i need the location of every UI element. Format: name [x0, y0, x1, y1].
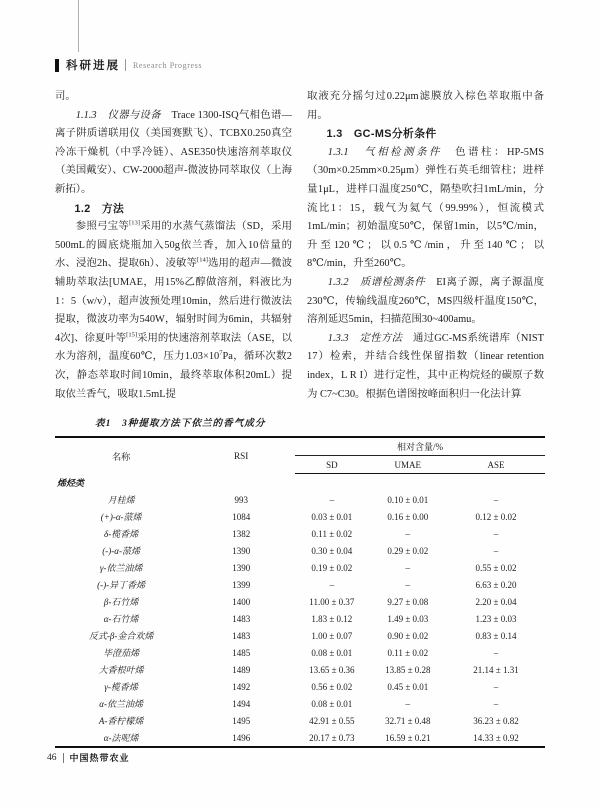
- cell-name: 月桂烯: [107, 495, 135, 505]
- cell-name: 毕澄茄烯: [103, 648, 140, 658]
- table-row: [55, 661, 545, 678]
- paragraph-qualitative: 1.3.3 定性方法 通过GC-MS系统谱库（NIST 17）检索，并结合线性保留指数（linear retention index，L R I）进行定性，其中正构烷烃的碳原子数为 C7~C30。根据色谱图按峰面积归一化法计算: [307, 332, 544, 400]
- paragraph-instruments: 1.1.3 仪器与设备 Trace 1300-ISQ气相色谱—离子阱质谱联用仪（美国赛默飞）、TCBX0.250真空冷冻干燥机（中孚冷链）、ASE350快速溶剂萃取仪（美国戴安）、CW-2000超声-微波协同萃取仪（上海新拓）。: [55, 109, 292, 195]
- cell-ase: –: [493, 698, 499, 709]
- table-row: [55, 559, 545, 576]
- col-header-rsi: RSI: [234, 450, 249, 461]
- cell-sd: 0.11 ± 0.02: [311, 528, 353, 539]
- cell-ase: 36.23 ± 0.82: [473, 715, 519, 726]
- body-text: [55, 88, 545, 413]
- cell-umae: –: [405, 528, 411, 539]
- table-row: [55, 491, 545, 508]
- cell-name: A-香柠檬烯: [98, 716, 144, 726]
- journal-name: 中国热带农业: [69, 753, 130, 763]
- cell-ase: 2.20 ± 0.04: [475, 596, 517, 607]
- cell-umae: 0.90 ± 0.02: [387, 630, 429, 641]
- top-margin-rule: [78, 0, 79, 52]
- cell-rsi: 993: [234, 494, 248, 505]
- cell-ase: 14.33 ± 0.92: [473, 732, 519, 743]
- heading-methods: 1.2 方法: [74, 202, 125, 215]
- cell-umae: 13.85 ± 0.28: [385, 664, 431, 675]
- col-header-ase: ASE: [447, 456, 545, 474]
- cell-sd: 0.19 ± 0.02: [311, 562, 353, 573]
- cell-name: α-石竹烯: [103, 614, 139, 624]
- cell-umae: 0.11 ± 0.02: [387, 647, 429, 658]
- cell-rsi: 1390: [232, 545, 251, 556]
- cell-ase: –: [493, 681, 499, 692]
- cell-umae: 0.16 ± 0.00: [387, 511, 429, 522]
- cell-rsi: 1495: [232, 715, 251, 726]
- col-header-sd: SD: [295, 456, 369, 474]
- cell-rsi: 1382: [232, 528, 251, 539]
- cell-sd: 0.08 ± 0.01: [311, 647, 353, 658]
- cell-ase: 0.12 ± 0.02: [475, 511, 517, 522]
- section-label-en: Research Progress: [133, 60, 203, 70]
- cell-sd: 0.30 ± 0.04: [311, 545, 353, 556]
- table-row: [55, 542, 545, 559]
- cell-umae: –: [405, 698, 411, 709]
- cell-sd: 13.65 ± 0.36: [309, 664, 355, 675]
- cell-sd: –: [329, 494, 335, 505]
- cell-name: γ-榄香烯: [104, 682, 138, 692]
- col-header-name: 名称: [111, 451, 131, 462]
- cell-name: (-)-异丁香烯: [97, 580, 146, 590]
- cell-rsi: 1494: [232, 698, 251, 709]
- col-header-umae: UMAE: [369, 456, 447, 474]
- right-column: [307, 88, 544, 413]
- header-divider: [125, 59, 126, 71]
- cell-rsi: 1400: [232, 596, 251, 607]
- cell-sd: 1.83 ± 0.12: [311, 613, 353, 624]
- cell-sd: 42.91 ± 0.55: [309, 715, 355, 726]
- heading-gcms: 1.3 GC-MS分析条件: [326, 128, 437, 141]
- cell-ase: 6.63 ± 0.20: [475, 579, 517, 590]
- cell-ase: –: [493, 647, 499, 658]
- cell-name: 反式-β-金合欢烯: [88, 631, 154, 641]
- cell-sd: 20.17 ± 0.73: [309, 732, 355, 743]
- col-header-relative-content: 相对含量/%: [295, 437, 545, 456]
- cell-umae: 9.27 ± 0.08: [387, 596, 429, 607]
- cell-umae: 0.29 ± 0.02: [387, 545, 429, 556]
- cell-name: (-)-α-蒎烯: [102, 546, 140, 556]
- cell-rsi: 1483: [232, 613, 251, 624]
- cell-sd: –: [329, 579, 335, 590]
- section-label: 科研进展: [66, 60, 120, 72]
- cell-sd: 0.03 ± 0.01: [311, 511, 353, 522]
- table-row: [55, 576, 545, 593]
- page-footer: [47, 751, 130, 764]
- section-marker-bar: [55, 59, 59, 72]
- cell-name: (+)-α-蒎烯: [100, 512, 142, 522]
- cell-name: β-石竹烯: [103, 597, 139, 607]
- cell-rsi: 1084: [232, 511, 251, 522]
- table-caption: 表1 3种提取方法下依兰的香气成分: [95, 418, 266, 429]
- cell-rsi: 1492: [232, 681, 251, 692]
- cell-name: α-依兰油烯: [99, 699, 144, 709]
- paragraph-gc-conditions: 1.3.1 气相检测条件 色谱柱：HP-5MS（30m×0.25mm×0.25μm）弹性石英毛细管柱；进样量1μL，进样口温度250℃，隔垫吹扫1mL/min，分流比1：15，载气为氦气（99.99%），恒流模式1mL/min；初始温度50℃，保留1min，以5℃/min，升至120℃；以0.5℃/min，升至140℃；以8℃/min，升至260℃。: [307, 146, 544, 270]
- cell-ase: –: [493, 528, 499, 539]
- cell-rsi: 1483: [232, 630, 251, 641]
- cell-rsi: 1485: [232, 647, 251, 658]
- table-row: [55, 729, 545, 747]
- aroma-components-table: [55, 436, 545, 748]
- cell-rsi: 1399: [232, 579, 251, 590]
- cell-sd: 11.00 ± 0.37: [309, 596, 355, 607]
- table-section-label: 烯烃类: [57, 478, 85, 488]
- table-row: [55, 678, 545, 695]
- paragraph-ms-conditions: 1.3.2 质谱检测条件 EI离子源，离子源温度230℃，传输线温度260℃，MS四级杆温度150℃，溶剂延迟5min，扫描范围30~400amu。: [307, 276, 545, 326]
- cell-umae: 32.71 ± 0.48: [385, 715, 431, 726]
- table-row: [55, 712, 545, 729]
- paragraph: 司。: [55, 91, 76, 102]
- cell-umae: 0.45 ± 0.01: [387, 681, 429, 692]
- page-header: [55, 57, 202, 73]
- cell-umae: 16.59 ± 0.21: [385, 732, 431, 743]
- cell-ase: 21.14 ± 1.31: [473, 664, 519, 675]
- table-row: [55, 644, 545, 661]
- cell-umae: –: [405, 579, 411, 590]
- cell-name: 大香根叶烯: [98, 665, 144, 675]
- cell-umae: 0.10 ± 0.01: [387, 494, 429, 505]
- table1-block: [55, 415, 545, 748]
- cell-ase: –: [493, 545, 499, 556]
- table-row: [55, 627, 545, 644]
- cell-ase: –: [493, 494, 499, 505]
- page-number: 46: [47, 752, 57, 763]
- table-row: [55, 525, 545, 542]
- cell-sd: 0.56 ± 0.02: [311, 681, 353, 692]
- cell-umae: 1.49 ± 0.03: [387, 613, 429, 624]
- cell-ase: 0.55 ± 0.02: [475, 562, 517, 573]
- footer-divider: [63, 753, 64, 763]
- cell-name: α-法呢烯: [103, 733, 139, 743]
- cell-sd: 1.00 ± 0.07: [311, 630, 353, 641]
- left-column: [55, 88, 292, 413]
- cell-rsi: 1496: [232, 732, 251, 743]
- table-row: [55, 610, 545, 627]
- cell-umae: –: [405, 562, 411, 573]
- paragraph: 取液充分摇匀过0.22μm滤膜放入棕色萃取瓶中备用。: [307, 91, 544, 121]
- paragraph-methods: 参照弓宝等[13]采用的水蒸气蒸馏法（SD，采用500mL的圆底烧瓶加入50g依兰香，加入10倍量的水、浸泡2h、提取6h）、凌敏等[14]选用的超声—微波辅助萃取法[UMAE，用15%乙醇做溶剂，料液比为1：5（w/v），超声波预处理10min，然后进行微波法提取，微波功率为540W，辐射时间为6min，共辐射4次]、徐夏叶等[15]采用的快速溶剂萃取法（ASE，以水为溶剂，温度60℃，压力$1.03\times 10^7Pa$，循环次数2次，静态萃取时间10min，最终萃取体积20mL）提取依兰香气，吸取1.5mL提: [55, 219, 293, 400]
- cell-sd: 0.08 ± 0.01: [311, 698, 353, 709]
- cell-ase: 1.23 ± 0.03: [475, 613, 517, 624]
- cell-name: δ-榄香烯: [104, 529, 139, 539]
- cell-name: γ-依兰油烯: [99, 563, 143, 573]
- cell-ase: 0.83 ± 0.14: [475, 630, 517, 641]
- table-row: [55, 593, 545, 610]
- cell-rsi: 1489: [232, 664, 251, 675]
- cell-rsi: 1390: [232, 562, 251, 573]
- table-row: [55, 508, 545, 525]
- table-row: [55, 695, 545, 712]
